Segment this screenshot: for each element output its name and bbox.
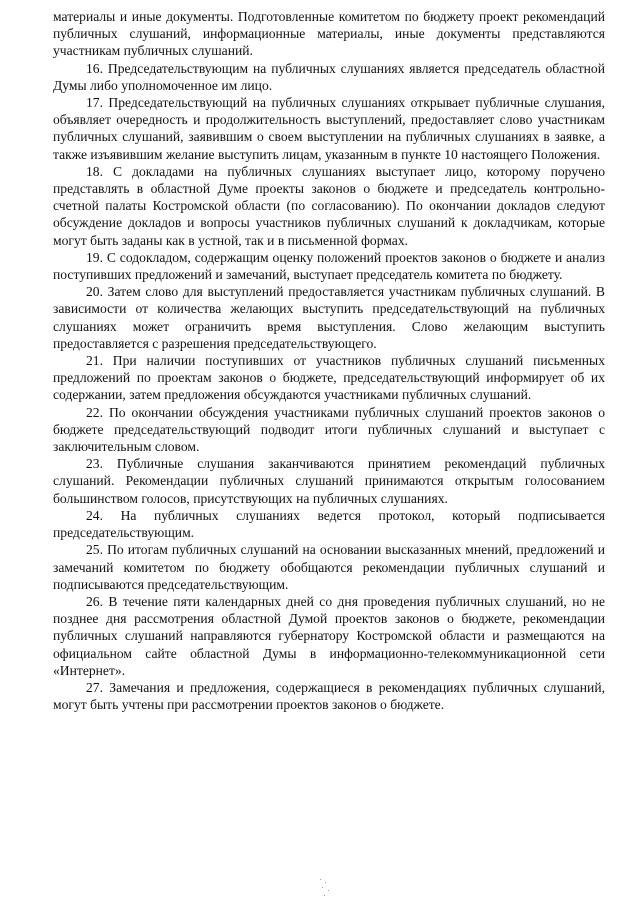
paragraph-22: 22. По окончании обсуждения участниками публичных слушаний проектов законов о бюджете председательствующий подводит итоги публичных слушаний и выступает с заключительным словом. [53,404,605,455]
paragraph-19: 19. С содокладом, содержащим оценку положений проектов законов о бюджете и анализ поступивших предложений и замечаний, выступает председатель комитета по бюджету. [53,249,605,283]
paragraph-24: 24. На публичных слушаниях ведется протокол, который подписывается председательствующим. [53,507,605,541]
paragraph-20: 20. Затем слово для выступлений предоставляется участникам публичных слушаний. В зависимости от количества желающих выступить председательствующий на публичных слушаниях может ограничить время выступления. Слово желающим выступить предоставляется с разрешения председательствующего. [53,284,605,351]
document-page [53,8,605,713]
lead-paragraph: материалы и иные документы. Подготовленные комитетом по бюджету проект рекомендаций публичных слушаний, информационные материалы, иные документы представляются участникам публичных слушаний. [53,9,605,59]
paragraph-27: 27. Замечания и предложения, содержащиеся в рекомендациях публичных слушаний, могут быть учтены при рассмотрении проектов законов о бюджете. [53,679,605,713]
paragraph-21: 21. При наличии поступивших от участников публичных слушаний письменных предложений по проектам законов о бюджете, председательствующий информирует об их содержании, затем предложения обсуждаются участниками публичных слушаний. [53,353,605,403]
paragraph-26: 26. В течение пяти календарных дней со дня проведения публичных слушаний, но не позднее дня рассмотрения областной Думой проектов законов о бюджете, рекомендации публичных слушаний направляются губернатору Костромской области и размещаются на официальном сайте областной Думы в информационно-телекоммуникационной сети «Интернет». [53,593,605,678]
paragraph-17: 17. Председательствующий на публичных слушаниях открывает публичные слушания, объявляет очередность и продолжительность выступлений, предоставляет слово участникам публичных слушаний, заявившим о своем выступлении на публичных слушаниях в заявке, а также изъявившим желание выступить лицам, указанным в пункте 10 настоящего Положения. [53,95,605,162]
scan-specks [318,878,332,898]
paragraph-23: 23. Публичные слушания заканчиваются принятием рекомендаций публичных слушаний. Рекомендации публичных слушаний принимаются открытым голосованием большинством голосов, присутствующих на публичных слушаниях. [53,456,605,506]
paragraph-18: 18. С докладами на публичных слушаниях выступает лицо, которому поручено представлять в областной Думе проекты законов о бюджете и председатель контрольно-счетной палаты Костромской области (по согласованию). По окончании докладов следуют обсуждение докладов и вопросы участников публичных слушаний к докладчикам, которые могут быть заданы как в устной, так и в письменной формах. [53,163,605,248]
paragraph-16: 16. Председательствующим на публичных слушаниях является председатель областной Думы либо уполномоченное им лицо. [53,60,605,93]
paragraph-25: 25. По итогам публичных слушаний на основании высказанных мнений, предложений и замечаний комитетом по бюджету обобщаются рекомендации публичных слушаний и подписываются председательствующим. [53,542,605,592]
